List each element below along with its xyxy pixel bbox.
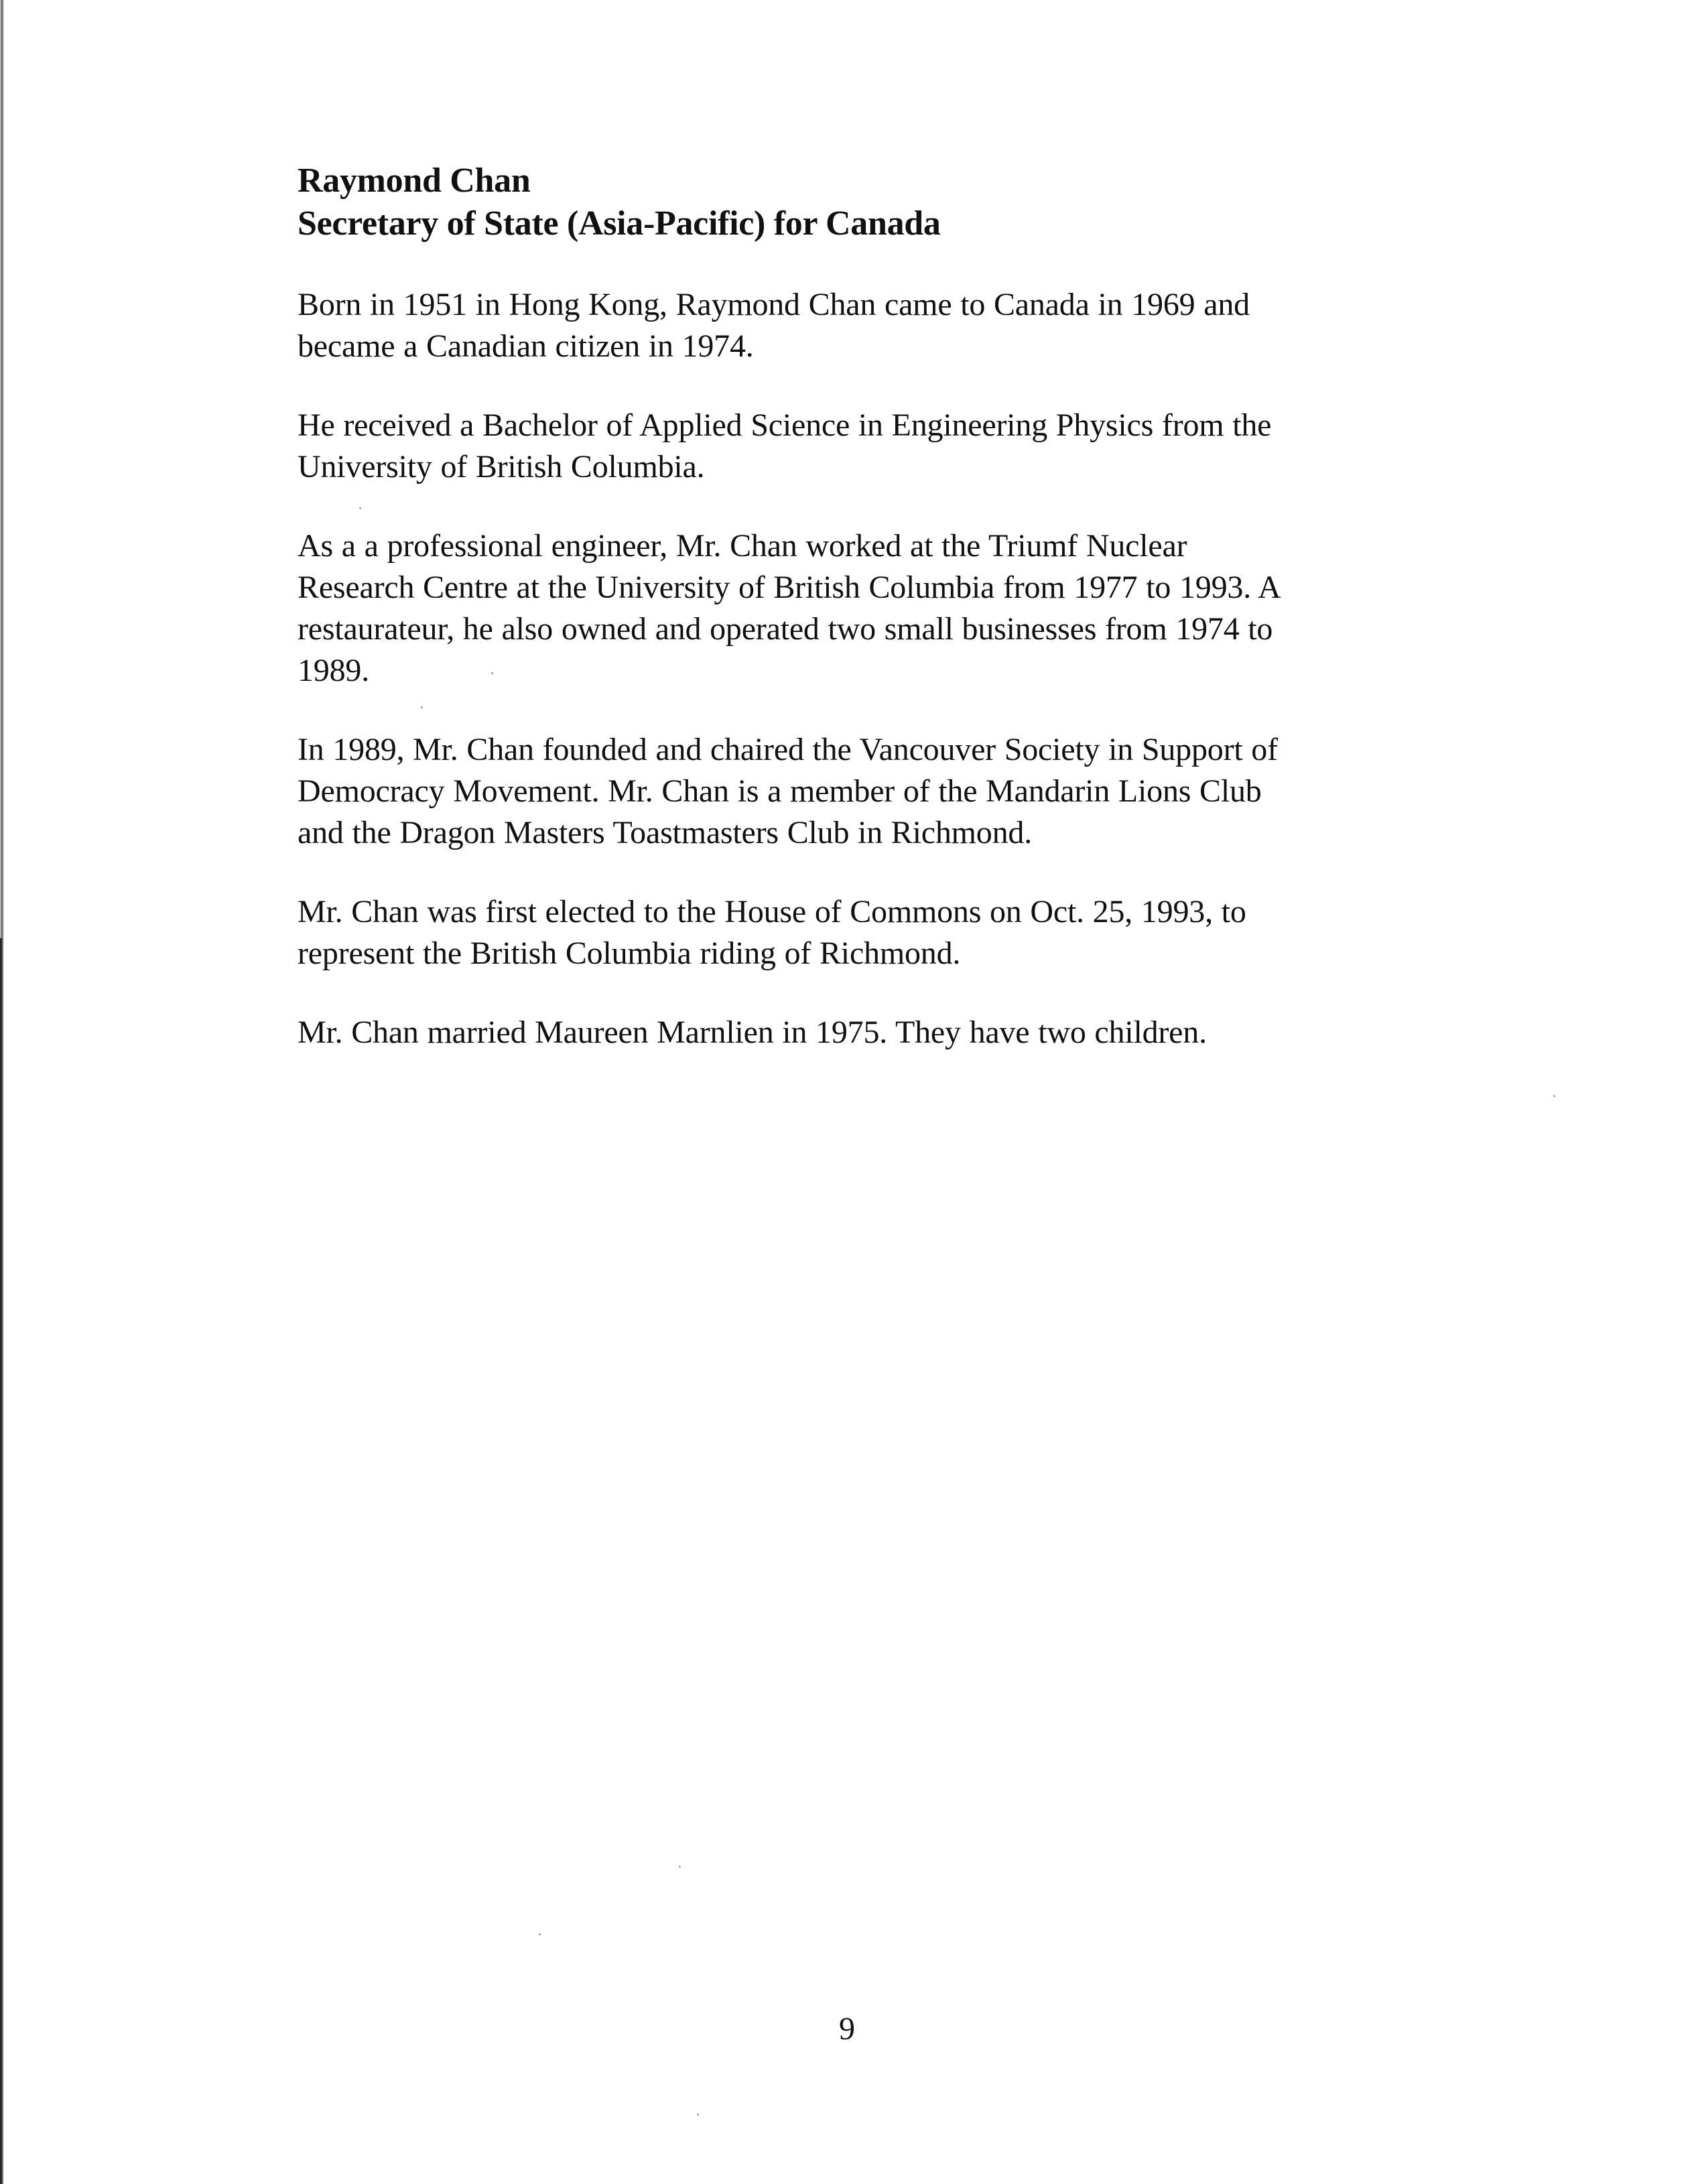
scan-speck xyxy=(491,672,493,674)
paragraph-line: represent the British Columbia riding of Richmond. xyxy=(298,936,961,971)
paragraph-line: Democracy Movement. Mr. Chan is a member of the Mandarin Lions Club xyxy=(298,773,1262,809)
scan-speck xyxy=(359,507,361,509)
paragraph-line: In 1989, Mr. Chan founded and chaired the Vancouver Society in Support of xyxy=(298,732,1278,767)
scan-speck xyxy=(539,1933,541,1935)
scanned-page-edge-shadow xyxy=(0,0,3,938)
bio-paragraph-career xyxy=(298,525,1437,692)
bio-paragraph-community xyxy=(298,729,1437,854)
page-number: 9 xyxy=(839,2011,855,2047)
paragraph-line: As a a professional engineer, Mr. Chan worked at the Triumf Nuclear xyxy=(298,528,1187,564)
paragraph-line: Mr. Chan married Maureen Marnlien in 1975. They have two children. xyxy=(298,1015,1207,1050)
bio-paragraph-education xyxy=(298,405,1437,488)
paragraph-line: Mr. Chan was first elected to the House of Commons on Oct. 25, 1993, to xyxy=(298,894,1246,929)
scan-speck xyxy=(679,1866,681,1868)
paragraph-line: He received a Bachelor of Applied Science in Engineering Physics from the xyxy=(298,407,1272,443)
paragraph-line: and the Dragon Masters Toastmasters Club in Richmond. xyxy=(298,815,1032,850)
bio-paragraph-birth xyxy=(298,284,1437,367)
paragraph-line: 1989. xyxy=(298,653,370,688)
person-name: Raymond Chan xyxy=(298,162,531,200)
person-title: Secretary of State (Asia-Pacific) for Canada xyxy=(298,204,941,243)
paragraph-line: University of British Columbia. xyxy=(298,449,705,485)
scan-speck xyxy=(1553,1095,1555,1097)
paragraph-line: Research Centre at the University of British Columbia from 1977 to 1993. A xyxy=(298,570,1281,605)
bio-header xyxy=(298,159,1437,245)
bio-paragraph-election xyxy=(298,891,1437,974)
paragraph-line: Born in 1951 in Hong Kong, Raymond Chan came to Canada in 1969 and xyxy=(298,287,1250,322)
scan-speck xyxy=(421,706,423,708)
paragraph-line: restaurateur, he also owned and operated two small businesses from 1974 to xyxy=(298,611,1273,647)
document-page xyxy=(298,159,1437,1091)
bio-paragraph-family xyxy=(298,1012,1437,1053)
paragraph-line: became a Canadian citizen in 1974. xyxy=(298,328,754,364)
scan-speck xyxy=(697,2114,699,2116)
